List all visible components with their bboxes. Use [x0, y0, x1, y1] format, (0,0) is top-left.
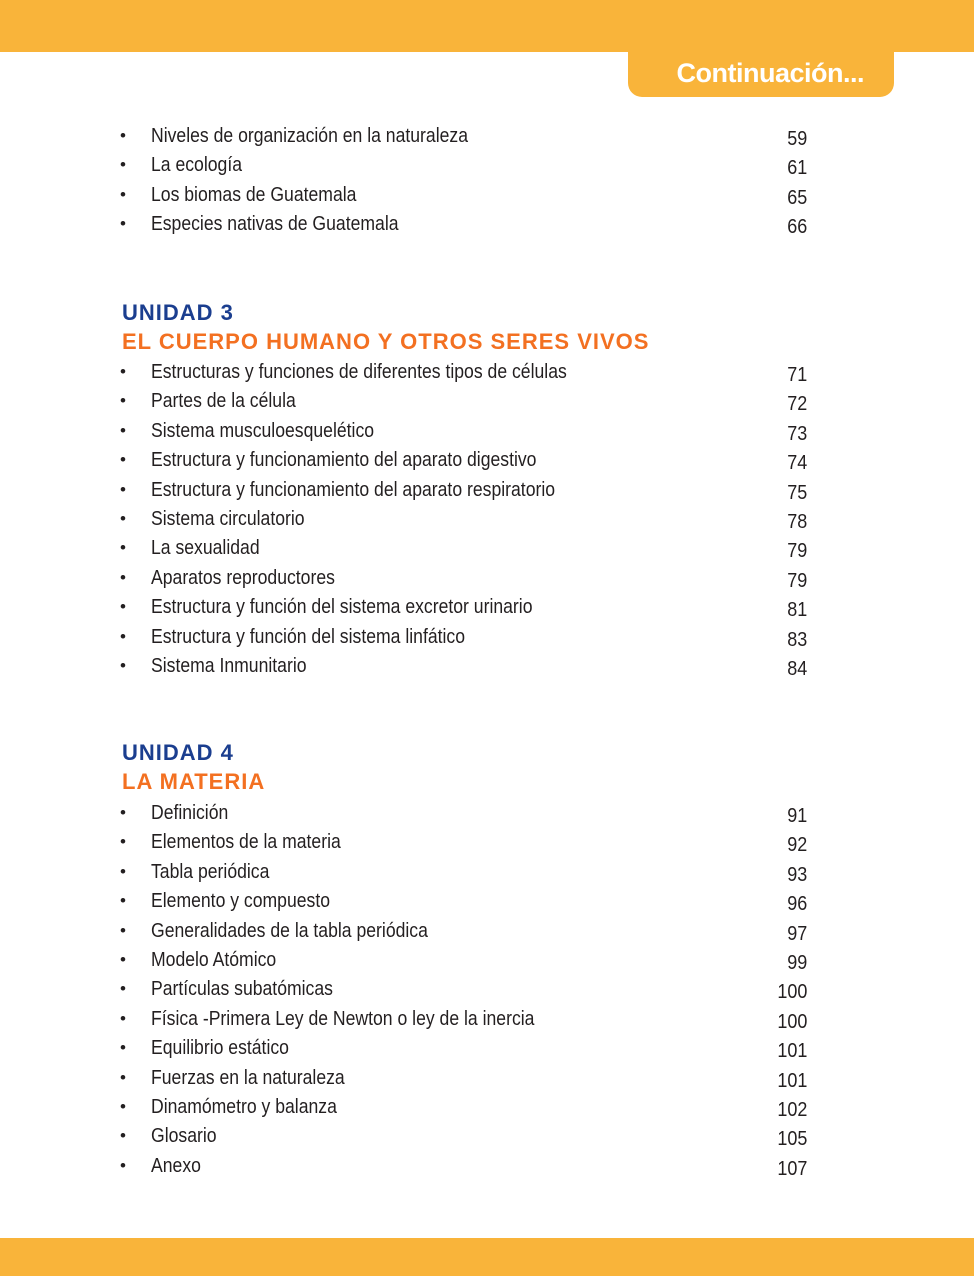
toc-entry-page: 99 — [786, 951, 807, 974]
toc-entry-title: Partículas subatómicas — [151, 978, 333, 1001]
toc-entry-title: Elemento y compuesto — [151, 890, 331, 913]
toc-entry-title: Estructura y función del sistema linfático — [151, 625, 466, 648]
toc-entry-title: La ecología — [151, 154, 243, 177]
toc-entry — [0, 1123, 974, 1152]
unit3-title: EL CUERPO HUMANO Y OTROS SERES VIVOS — [122, 329, 650, 354]
continuation-tab — [628, 52, 894, 97]
toc-entry — [0, 388, 974, 417]
toc-entry-title: Modelo Atómico — [151, 948, 277, 971]
toc-entry — [0, 477, 974, 506]
toc-entry-page: 61 — [786, 157, 807, 180]
toc-entry-title: Partes de la célula — [151, 390, 296, 413]
toc-entry — [0, 152, 974, 181]
toc-entry-page: 93 — [786, 863, 807, 886]
toc-entry-title: Estructura y funcionamiento del aparato respiratorio — [151, 478, 556, 501]
toc-entry — [0, 506, 974, 535]
toc-entry-page: 91 — [786, 805, 807, 827]
toc-entry — [0, 123, 974, 152]
toc-entry-title: Aparatos reproductores — [151, 566, 335, 589]
toc-entry-page: 101 — [776, 1040, 807, 1063]
bullet-icon: • — [120, 803, 126, 822]
bullet-icon: • — [120, 1126, 126, 1146]
toc-entry-title: Especies nativas de Guatemala — [151, 213, 399, 236]
toc-entry-title: Glosario — [151, 1125, 217, 1148]
bullet-icon: • — [120, 214, 126, 234]
toc-entry-page: 75 — [786, 481, 807, 504]
toc-entry-page: 83 — [786, 628, 807, 651]
bullet-icon: • — [120, 391, 126, 411]
toc-entry — [0, 947, 974, 976]
toc-entry — [0, 800, 974, 829]
toc-entry-page: 78 — [786, 510, 807, 533]
bullet-icon: • — [120, 597, 126, 617]
toc-entry-page: 74 — [786, 452, 807, 475]
bullet-icon: • — [120, 1067, 126, 1087]
bullet-icon: • — [120, 1038, 126, 1058]
unit4-title: LA MATERIA — [122, 769, 266, 794]
toc-entry-page: 81 — [786, 599, 807, 622]
toc-entry — [0, 535, 974, 564]
toc-entry-page: 71 — [786, 364, 807, 386]
toc-entry — [0, 653, 974, 682]
toc-entry-page: 105 — [776, 1128, 807, 1151]
toc-entry-title: Niveles de organización en la naturaleza — [151, 125, 469, 147]
toc-entry — [0, 182, 974, 211]
toc-entry — [0, 918, 974, 947]
toc-entry-title: Anexo — [151, 1154, 201, 1177]
bullet-icon: • — [120, 1155, 126, 1175]
unit4-list — [0, 800, 974, 1182]
bullet-icon: • — [120, 979, 126, 999]
bullet-icon: • — [120, 184, 126, 204]
toc-entry-page: 96 — [786, 893, 807, 916]
toc-entry — [0, 1065, 974, 1094]
bullet-icon: • — [120, 508, 126, 528]
bullet-icon: • — [120, 655, 126, 675]
toc-entry-title: La sexualidad — [151, 537, 260, 560]
toc-entry-title: Definición — [151, 802, 229, 824]
toc-entry — [0, 447, 974, 476]
toc-entry-title: Tabla periódica — [151, 860, 270, 883]
bullet-icon: • — [120, 567, 126, 587]
toc-entry-page: 66 — [786, 216, 807, 239]
toc-entry — [0, 211, 974, 240]
toc-entry-title: Elementos de la materia — [151, 831, 341, 854]
toc-entry — [0, 1094, 974, 1123]
toc-entry — [0, 594, 974, 623]
toc-entry-title: Generalidades de la tabla periódica — [151, 919, 428, 942]
toc-entry — [0, 888, 974, 917]
bullet-icon: • — [120, 479, 126, 499]
bullet-icon: • — [120, 1096, 126, 1116]
toc-entry-title: Equilibrio estático — [151, 1037, 289, 1060]
bullet-icon: • — [120, 420, 126, 440]
bullet-icon: • — [120, 949, 126, 969]
toc-entry-page: 73 — [786, 422, 807, 445]
top-band — [0, 0, 974, 52]
toc-entry — [0, 829, 974, 858]
bullet-icon: • — [120, 155, 126, 175]
toc-entry — [0, 976, 974, 1005]
toc-entry-page: 79 — [786, 540, 807, 563]
toc-entry-page: 100 — [776, 981, 807, 1004]
toc-entry-title: Sistema circulatorio — [151, 507, 305, 530]
toc-entry — [0, 1006, 974, 1035]
toc-entry-page: 84 — [786, 657, 807, 680]
toc-entry-title: Fuerzas en la naturaleza — [151, 1066, 345, 1089]
intro-list — [0, 123, 974, 241]
toc-entry-title: Los biomas de Guatemala — [151, 183, 357, 206]
toc-entry — [0, 1153, 974, 1182]
bullet-icon: • — [120, 891, 126, 911]
toc-entry-title: Estructura y función del sistema excretor urinario — [151, 596, 533, 619]
bullet-icon: • — [120, 362, 126, 381]
bullet-icon: • — [120, 920, 126, 940]
continuation-label: Continuación... — [676, 58, 864, 88]
toc-entry — [0, 565, 974, 594]
toc-entry-title: Estructura y funcionamiento del aparato digestivo — [151, 449, 537, 472]
bullet-icon: • — [120, 1008, 126, 1028]
toc-entry — [0, 1035, 974, 1064]
toc-entry — [0, 624, 974, 653]
toc-entry-title: Sistema Inmunitario — [151, 654, 307, 677]
bullet-icon: • — [120, 450, 126, 470]
bullet-icon: • — [120, 861, 126, 881]
toc-entry-page: 107 — [776, 1157, 807, 1180]
toc-entry-page: 97 — [786, 922, 807, 945]
toc-entry-title: Física -Primera Ley de Newton o ley de la inercia — [151, 1007, 535, 1030]
bullet-icon: • — [120, 126, 126, 145]
toc-entry — [0, 418, 974, 447]
toc-entry-page: 100 — [776, 1010, 807, 1033]
unit3-list — [0, 359, 974, 682]
bullet-icon: • — [120, 626, 126, 646]
toc-entry-page: 92 — [786, 834, 807, 857]
toc-entry-title: Estructuras y funciones de diferentes tipos de células — [151, 361, 567, 383]
toc-entry — [0, 359, 974, 388]
toc-entry-page: 72 — [786, 393, 807, 416]
toc-entry — [0, 859, 974, 888]
toc-entry-page: 79 — [786, 569, 807, 592]
bullet-icon: • — [120, 832, 126, 852]
toc-entry-page: 102 — [776, 1098, 807, 1121]
toc-entry-page: 65 — [786, 186, 807, 209]
unit3-label: UNIDAD 3 — [122, 300, 234, 325]
toc-entry-page: 101 — [776, 1069, 807, 1092]
bottom-band — [0, 1238, 974, 1276]
bullet-icon: • — [120, 538, 126, 558]
unit4-label: UNIDAD 4 — [122, 740, 234, 765]
toc-entry-title: Dinamómetro y balanza — [151, 1095, 337, 1118]
toc-entry-title: Sistema musculoesquelético — [151, 419, 375, 442]
toc-entry-page: 59 — [786, 128, 807, 150]
